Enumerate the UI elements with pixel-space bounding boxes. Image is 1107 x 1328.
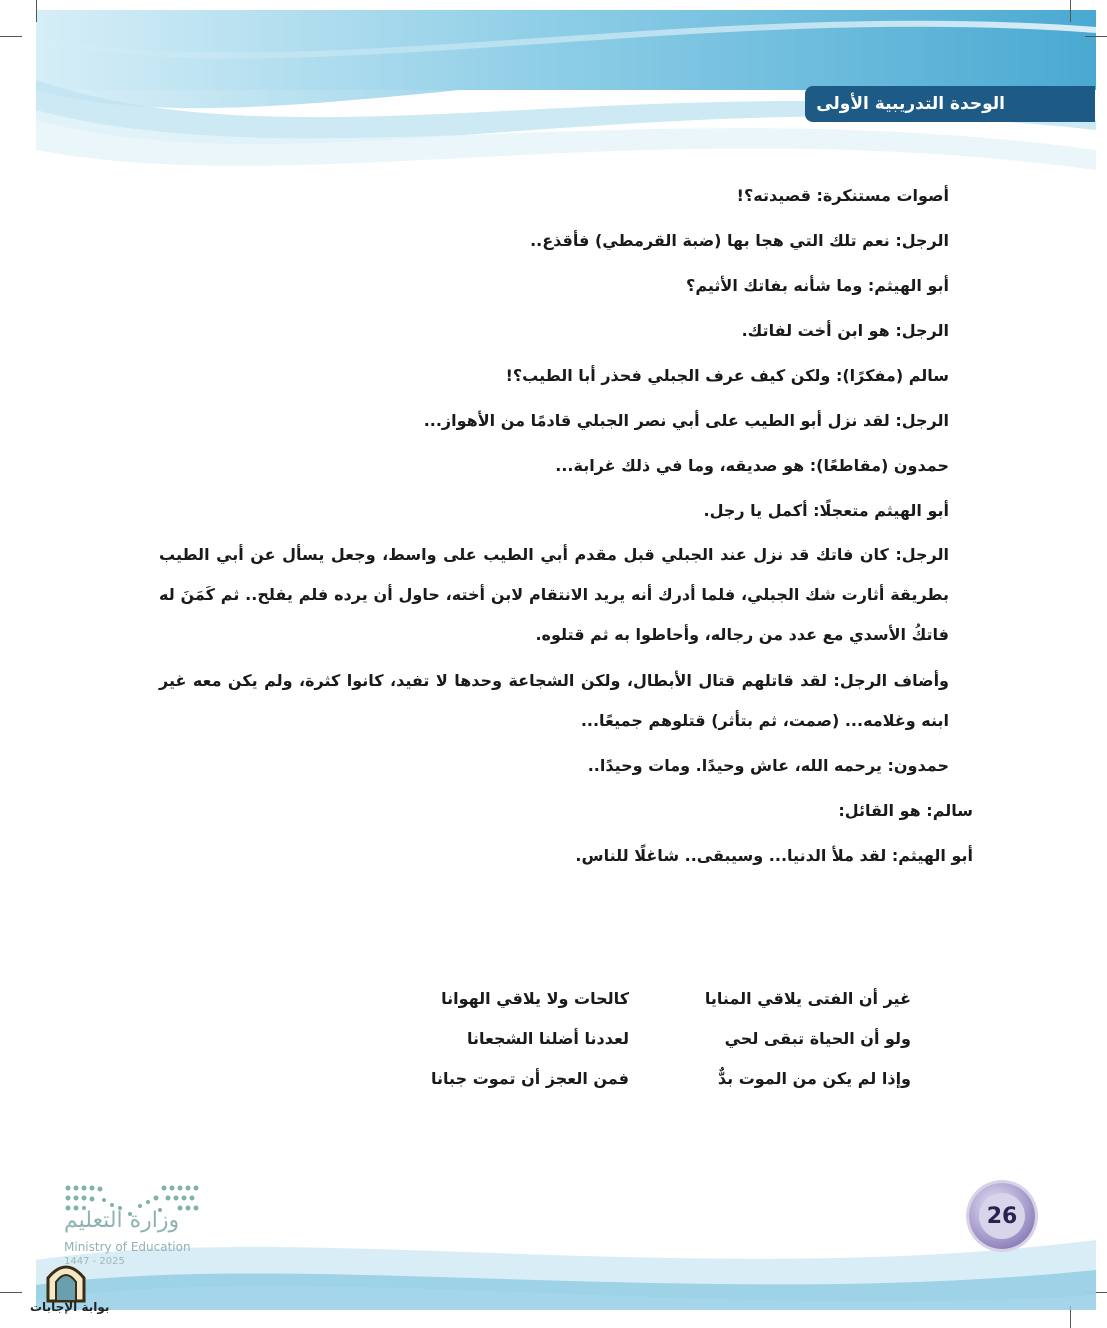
poem-verse-right: غير أن الفتى يلاقي المنايا [704, 989, 911, 1008]
page-number-badge [969, 1183, 1035, 1249]
poem-verse-left: كالحات ولا يلاقي الهوانا [441, 989, 629, 1008]
poem-verse-left: لعددنا أضلنا الشجعانا [466, 1029, 629, 1048]
dialogue-line: حمدون (مقاطعًا): هو صديقه، وما في ذلك غرابة... [555, 456, 949, 475]
crop-mark [1085, 36, 1107, 37]
dialogue-line: أصوات مستنكرة: قصيدته؟! [736, 186, 949, 205]
ministry-year: 1447 - 2025 [64, 1256, 125, 1267]
narrative-paragraph: الرجل: كان فاتك قد نزل عند الجبلي قبل مقدم أبي الطيب على واسط، وجعل يسأل عن أبي الطيب بطريقة أثارت شك الجبلي، فلما أدرك أنه يريد الانتقام لابن أخته، حاول أن يرده فلم يفلح.. ثم كَمَنَ له فاتكُ الأسدي مع عدد من رجاله، وأحاطوا به ثم قتلوه. [159, 545, 949, 644]
page-number: 26 [979, 1193, 1025, 1239]
portal-label: بوابة الإجابات [30, 1300, 110, 1314]
dialogue-line: الرجل: نعم تلك التي هجا بها (ضبة القرمطي) فأقذع.. [530, 231, 949, 250]
dialogue-line: أبو الهيثم: وما شأنه بفاتك الأثيم؟ [686, 276, 949, 295]
unit-title-tab [805, 86, 1095, 122]
poem-verse-right: وإذا لم يكن من الموت بدٌّ [717, 1069, 911, 1088]
ministry-name-arabic: وزارة التعليم [64, 1208, 180, 1233]
narrative-paragraph: وأضاف الرجل: لقد قاتلهم قتال الأبطال، ولكن الشجاعة وحدها لا تفيد، كانوا كثرة، ولم يكن معه غير ابنه وغلامه... (صمت، ثم بتأثر) قتلوهم جميعًا... [159, 671, 949, 730]
answers-portal-logo-icon [28, 1256, 108, 1326]
poem-verse-left: فمن العجز أن تموت جبانا [431, 1069, 629, 1088]
dialogue-line: أبو الهيثم: لقد ملأ الدنيا... وسيبقى.. شاغلًا للناس. [575, 846, 973, 865]
unit-title: الوحدة التدريبية الأولى [816, 94, 1005, 114]
poem-verse-right: ولو أن الحياة تبقى لحي [724, 1029, 911, 1048]
dialogue-line: الرجل: هو ابن أخت لفاتك. [741, 321, 949, 340]
dialogue-line: سالم (مفكرًا): ولكن كيف عرف الجبلي فحذر أبا الطيب؟! [505, 366, 949, 385]
dialogue-line: الرجل: لقد نزل أبو الطيب على أبي نصر الجبلي قادمًا من الأهواز... [423, 411, 949, 430]
ministry-name-english: Ministry of Education [64, 1240, 191, 1254]
crop-mark [1070, 0, 1071, 22]
dialogue-line: سالم: هو القائل: [838, 801, 973, 820]
dialogue-line: أبو الهيثم متعجلًا: أكمل يا رجل. [703, 501, 949, 520]
crop-mark [0, 36, 22, 37]
crop-mark [36, 0, 37, 22]
dialogue-line: حمدون: يرحمه الله، عاش وحيدًا. ومات وحيدًا.. [587, 756, 949, 775]
